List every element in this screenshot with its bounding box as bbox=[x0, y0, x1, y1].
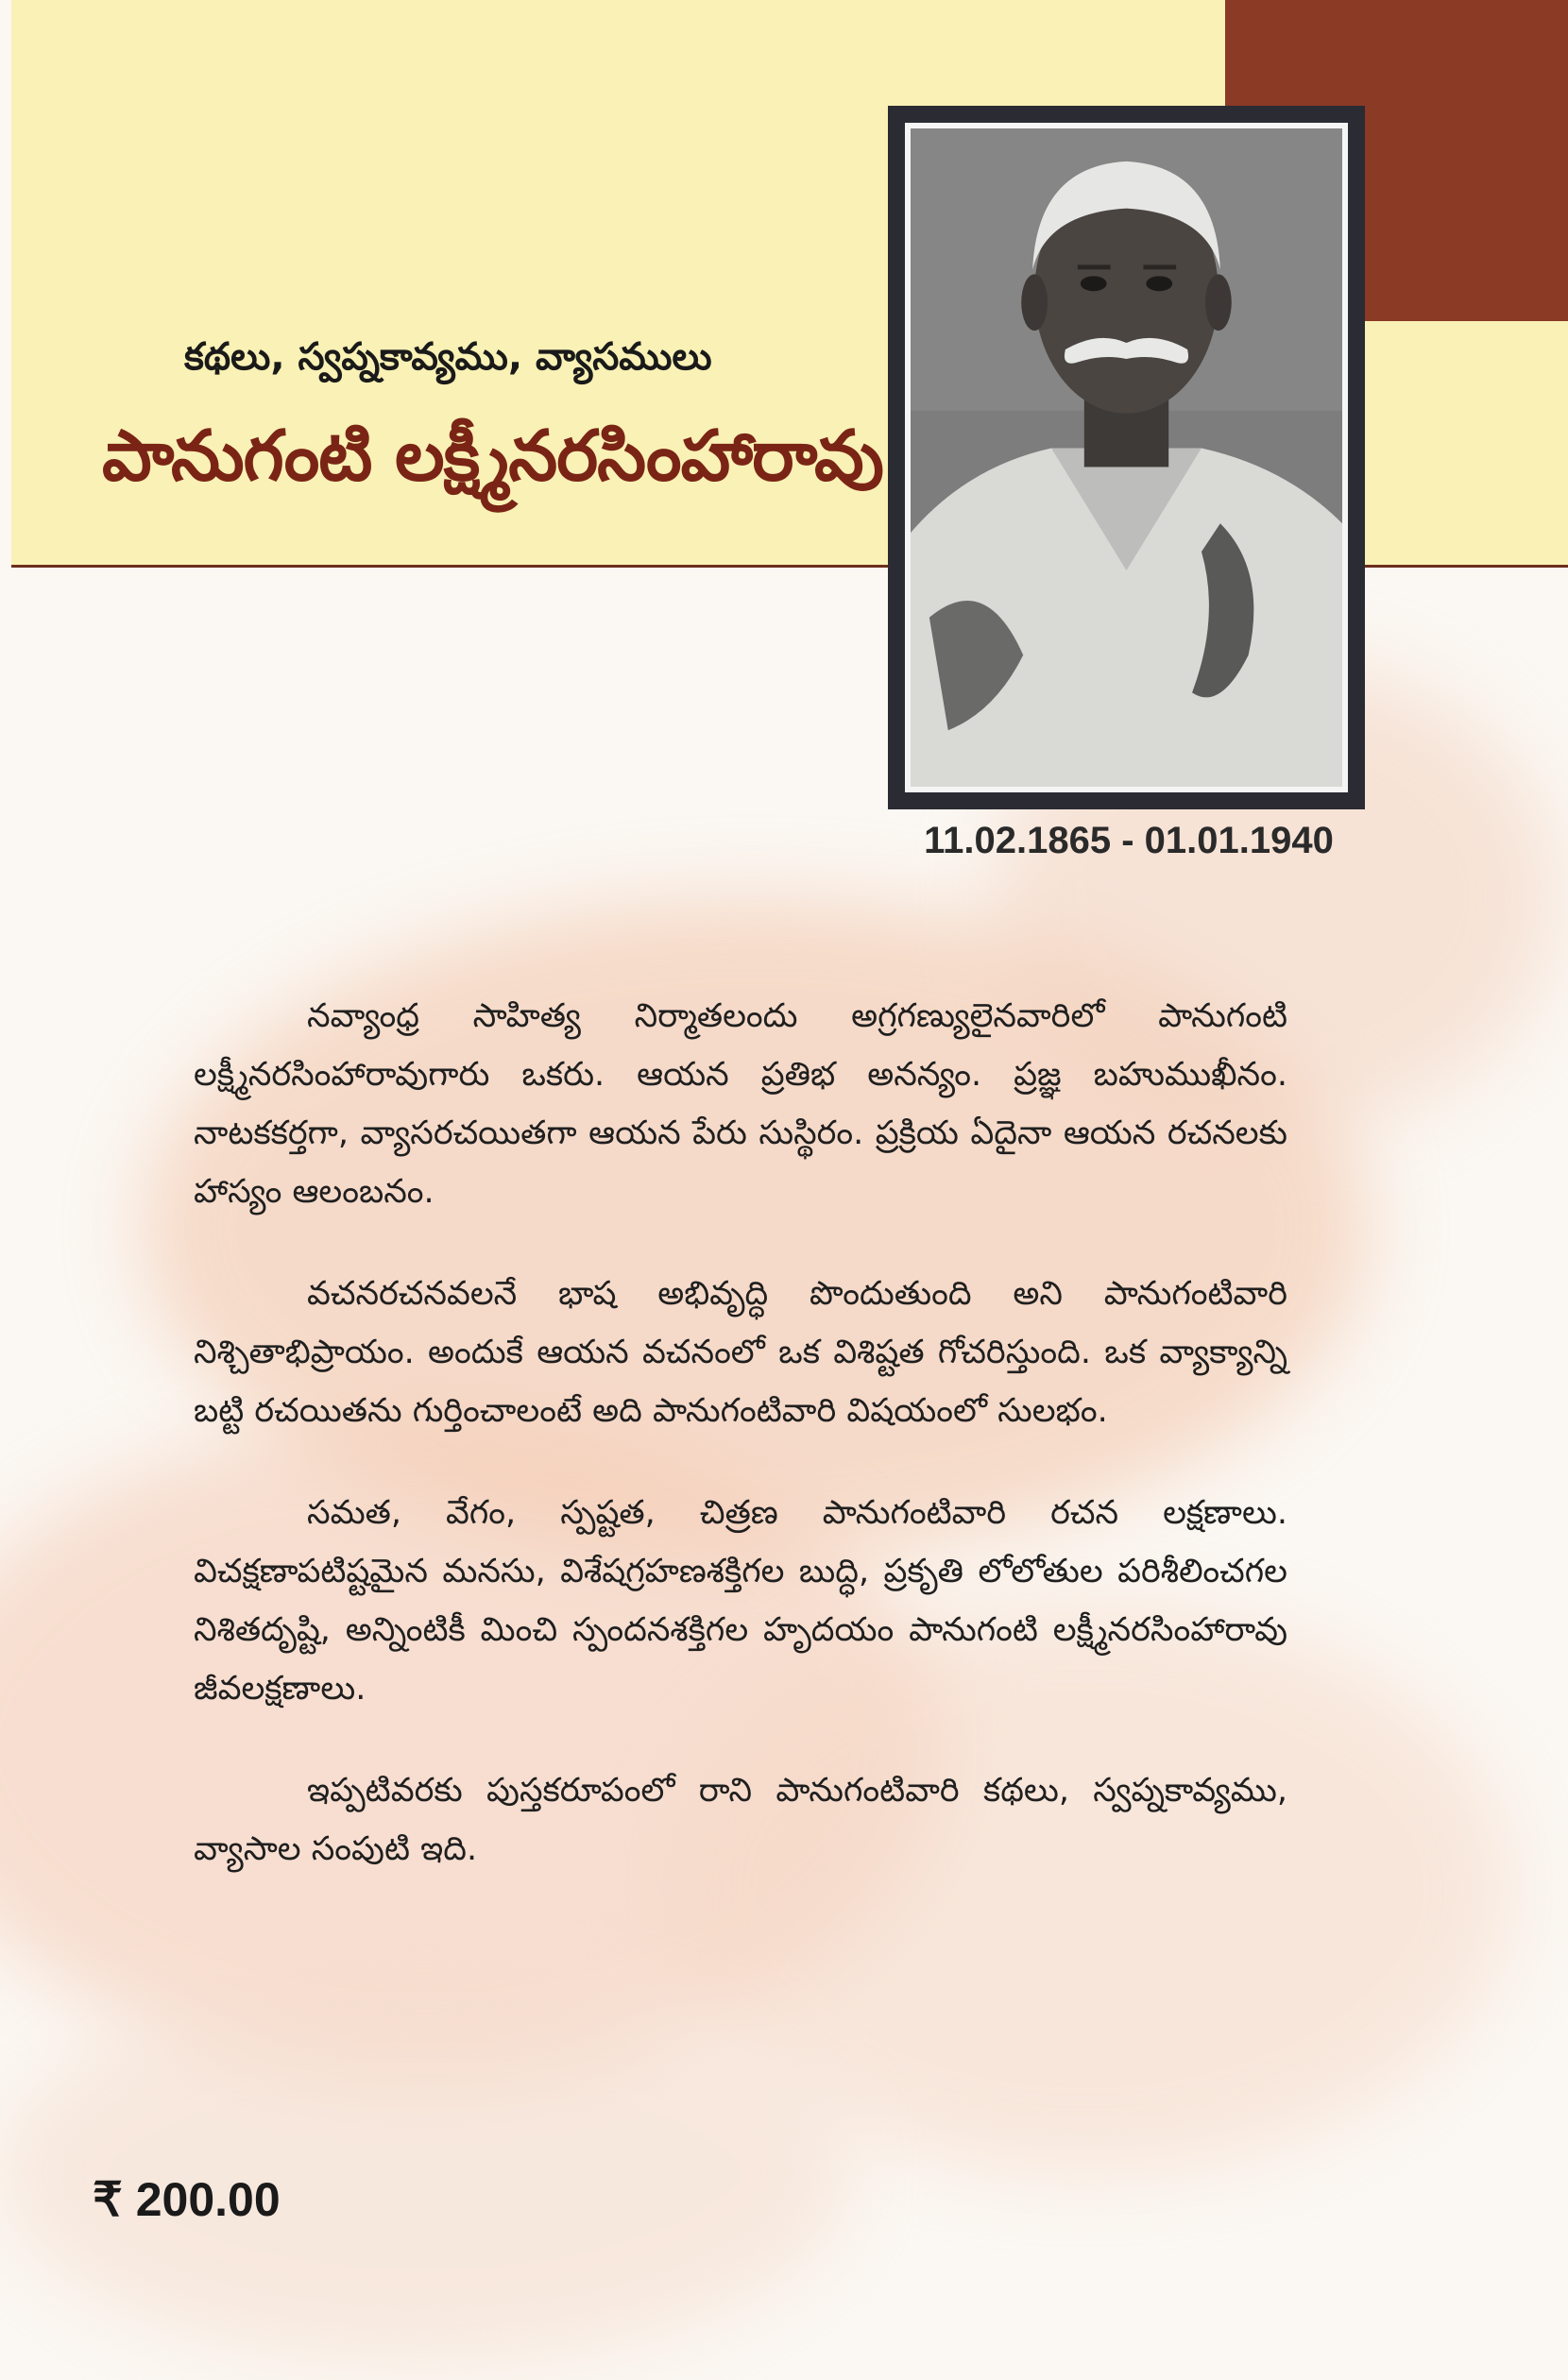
blurb-text bbox=[194, 987, 1287, 1922]
blurb-paragraph: సమత, వేగం, స్పష్టత, చిత్రణ పానుగంటివారి రచన లక్షణాలు. విచక్షణాపటిష్టమైన మనసు, విశేషగ్రహణశక్తిగల బుద్ధి, ప్రకృతి లోలోతుల పరిశీలించగల నిశితదృష్టి, అన్నింటికీ మించి స్పందనశక్తిగల హృదయం పానుగంటి లక్ష్మీనరసింహారావు జీవలక్షణాలు. bbox=[194, 1494, 1287, 1708]
author-portrait bbox=[911, 128, 1342, 787]
author-name-title: పానుగంటి లక్ష్మీనరసింహారావు bbox=[102, 416, 883, 497]
portrait-illustration bbox=[911, 128, 1342, 787]
author-portrait-frame bbox=[888, 106, 1365, 809]
author-lifespan: 11.02.1865 - 01.01.1940 bbox=[924, 820, 1334, 861]
blurb-paragraph: నవ్యాంధ్ర సాహిత్య నిర్మాతలందు అగ్రగణ్యులైనవారిలో పానుగంటి లక్ష్మీనరసింహారావుగారు ఒకరు. ఆయన ప్రతిభ అనన్యం. ప్రజ్ఞ బహుముఖీనం. నాటకకర్తగా, వ్యాసరచయితగా ఆయన పేరు సుస్థిరం. ప్రక్రియ ఏదైనా ఆయన రచనలకు హాస్యం ఆలంబనం. bbox=[194, 997, 1287, 1211]
price-label: ₹ 200.00 bbox=[93, 2173, 281, 2226]
book-subtitle: కథలు, స్వప్నకావ్యము, వ్యాసములు bbox=[184, 335, 712, 379]
blurb-paragraph: వచనరచనవలనే భాష అభివృద్ధి పొందుతుంది అని పానుగంటివారి నిశ్చితాభిప్రాయం. అందుకే ఆయన వచనంలో ఒక విశిష్టత గోచరిస్తుంది. ఒక వ్యాక్యాన్ని బట్టి రచయితను గుర్తించాలంటే అది పానుగంటివారి విషయంలో సులభం. bbox=[194, 1275, 1287, 1430]
blurb-paragraph: ఇప్పటివరకు పుస్తకరూపంలో రాని పానుగంటివారి కథలు, స్వప్నకావ్యము, వ్యాసాల సంపుటి ఇది. bbox=[194, 1772, 1287, 1868]
